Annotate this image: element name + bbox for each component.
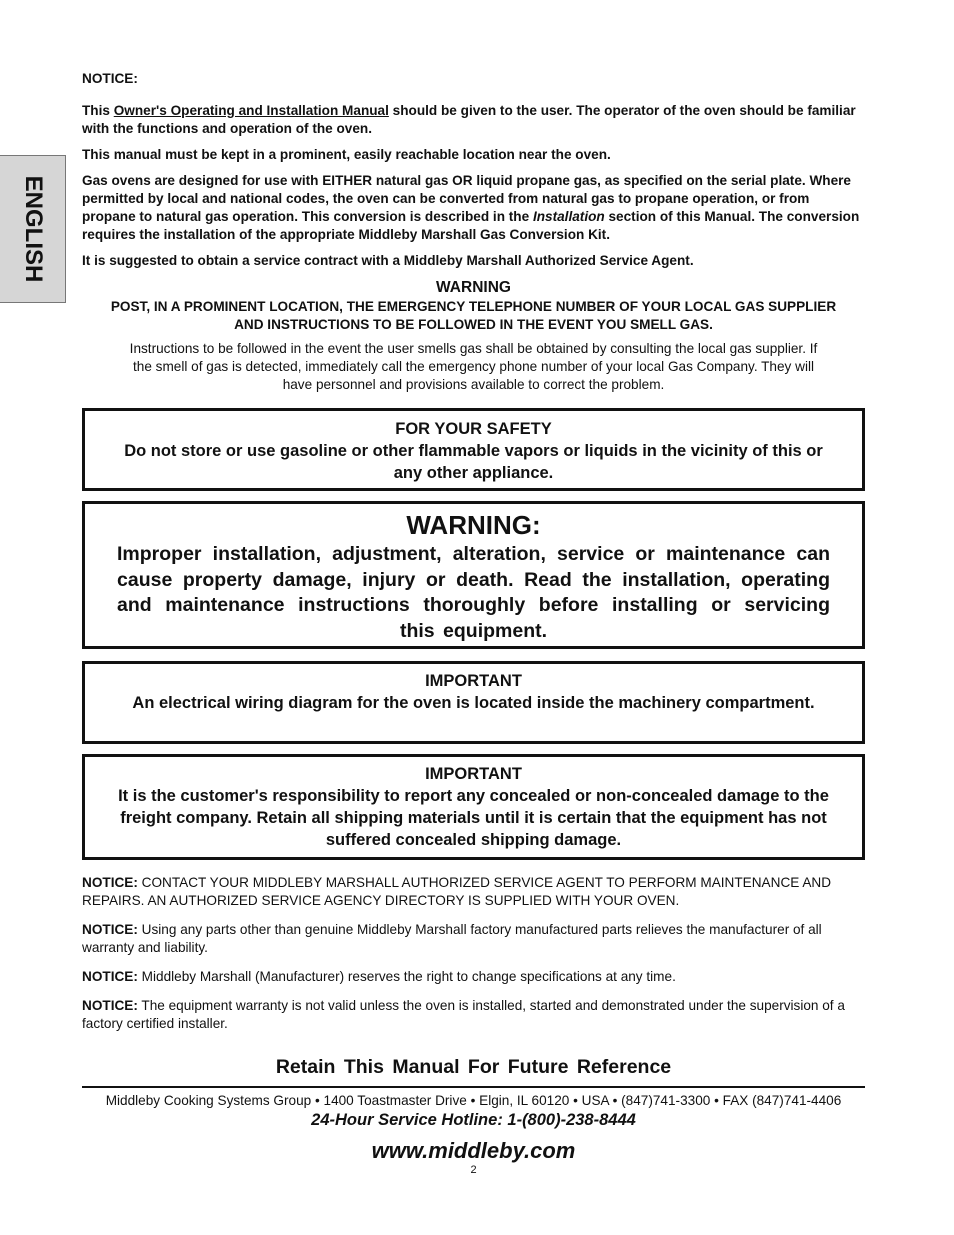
- installation-italic: Installation: [532, 209, 605, 224]
- notice-text: Middleby Marshall (Manufacturer) reserves the right to change specifications at any time.: [137, 969, 676, 984]
- manual-title: Owner's Operating and Installation Manual: [113, 103, 389, 118]
- intro-paragraph-4: It is suggested to obtain a service contract with a Middleby Marshall Authorized Service Agent.: [82, 253, 694, 268]
- gas-warning-caps: POST, IN A PROMINENT LOCATION, THE EMERGENCY TELEPHONE NUMBER OF YOUR LOCAL GAS SUPPLIER AND INSTRUCTIONS TO BE FOLLOWED IN THE EVENT YOU SMELL GAS.: [110, 299, 837, 332]
- notice-item: [82, 997, 865, 1033]
- page-content: [82, 70, 865, 1177]
- intro-p3-before: Gas ovens are designed for use with EITHER natural gas OR liquid propane gas, as specified on the serial plate. Where permitted by local and national codes, the oven can be converted from natural gas to propane operation, or from propane to natural gas operation. This conversion is described in the: [82, 173, 851, 224]
- important-box-wiring-title: IMPORTANT: [425, 672, 522, 690]
- safety-box-text: Do not store or use gasoline or other flammable vapors or liquids in the vicinity of this or any other appliance.: [124, 442, 823, 482]
- gas-warning-heading: WARNING: [436, 279, 511, 296]
- warning-box-title: WARNING:: [406, 510, 541, 540]
- intro-p1-before: This: [82, 103, 114, 118]
- notice-label: NOTICE:: [82, 998, 138, 1013]
- notice-item: [82, 968, 865, 986]
- safety-box-title: FOR YOUR SAFETY: [395, 420, 552, 438]
- notice-text: The equipment warranty is not valid unless the oven is installed, started and demonstrated under the supervision of a factory certified installer.: [82, 998, 845, 1031]
- notice-label: NOTICE:: [82, 969, 138, 984]
- intro-paragraph-3: [82, 172, 865, 244]
- notice-label: NOTICE:: [82, 875, 138, 890]
- page-number: 2: [470, 1164, 477, 1176]
- important-box-damage: [82, 754, 865, 860]
- notice-item: [82, 874, 865, 910]
- notices-list: [82, 874, 865, 1033]
- company-address: Middleby Cooking Systems Group • 1400 Toastmaster Drive • Elgin, IL 60120 • USA • (847)741-3300 • FAX (847)741-4406: [105, 1093, 842, 1108]
- gas-warning-body: Instructions to be followed in the event the user smells gas shall be obtained by consulting the local gas supplier. If the smell of gas is detected, immediately call the emergency phone number of your local Gas Company. They will have personnel and provisions available to correct the problem.: [129, 341, 818, 392]
- important-box-damage-text: It is the customer's responsibility to report any concealed or non-concealed damage to the freight company. Retain all shipping materials until it is certain that the equipment has not suffered concealed shipping damage.: [118, 787, 829, 849]
- footer-divider: [82, 1086, 865, 1088]
- notice-text: CONTACT YOUR MIDDLEBY MARSHALL AUTHORIZED SERVICE AGENT TO PERFORM MAINTENANCE AND REPAIRS. AN AUTHORIZED SERVICE AGENCY DIRECTORY IS SUPPLIED WITH YOUR OVEN.: [82, 875, 832, 908]
- important-box-damage-title: IMPORTANT: [425, 765, 522, 783]
- important-box-wiring-text: An electrical wiring diagram for the oven is located inside the machinery compartment.: [132, 694, 815, 712]
- notice-label: NOTICE:: [82, 922, 138, 937]
- intro-paragraph-2: This manual must be kept in a prominent, easily reachable location near the oven.: [82, 147, 611, 162]
- retain-manual-heading: Retain This Manual For Future Reference: [275, 1056, 672, 1078]
- notice-text: Using any parts other than genuine Middleby Marshall factory manufactured parts relieves the manufacturer of all warranty and liability.: [82, 922, 822, 955]
- intro-paragraph-1: [82, 102, 865, 138]
- warning-box: [82, 501, 865, 649]
- notice-heading: NOTICE:: [82, 71, 138, 86]
- important-box-wiring: [82, 661, 865, 744]
- warning-box-text: Improper installation, adjustment, alteration, service or maintenance can cause property damage, injury or death. Read the installation, operating and maintenance instructions thoroughly before installing or servicing this equipment.: [117, 543, 830, 642]
- intro-p1-after: should be given to the user. The operator of the oven should be familiar with the functions and operation of the oven.: [82, 103, 856, 136]
- intro-p3-after: section of this Manual. The conversion requires the installation of the appropriate Middleby Marshall Gas Conversion Kit.: [82, 209, 860, 242]
- safety-box: [82, 408, 865, 491]
- language-tab-label: ENGLISH: [19, 175, 47, 283]
- website-link[interactable]: www.middleby.com: [371, 1138, 576, 1163]
- language-tab: [0, 155, 66, 303]
- notice-item: [82, 921, 865, 957]
- service-hotline: 24-Hour Service Hotline: 1-(800)-238-8444: [311, 1111, 636, 1129]
